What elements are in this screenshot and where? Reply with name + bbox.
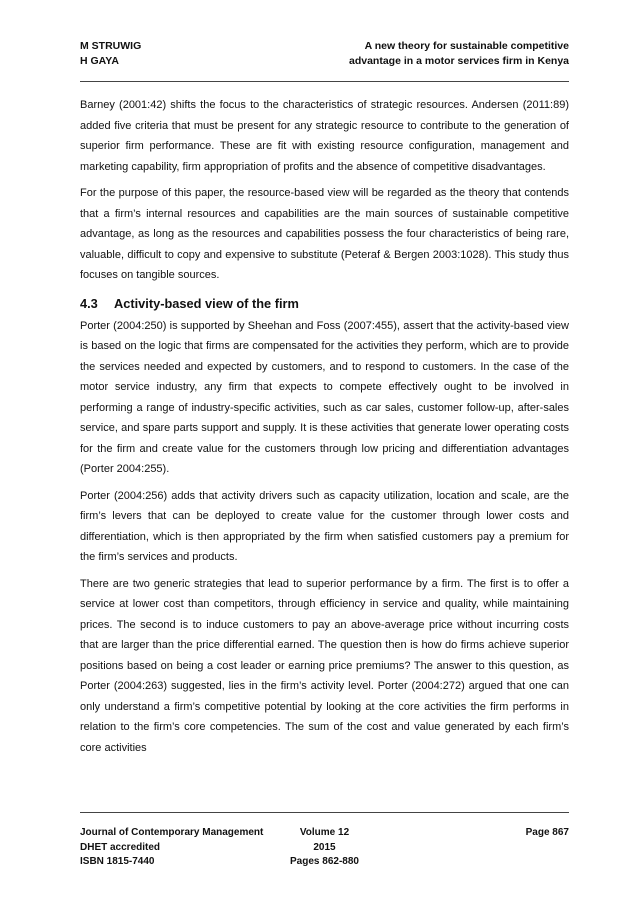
header-title [349,39,569,69]
page-body [80,95,569,764]
paragraph: Porter (2004:250) is supported by Sheehan and Foss (2007:455), assert that the activity-based view is based on the logic that firms are compensated for the activities they perform, which are to provide the services needed and expected by customers, and to respond to customers. In the case of the motor service industry, any firm that expects to compete effectively ought to be involved in performing a range of industry-specific activities, such as car sales, customer follow-up, after-sales service, and spare parts support and supply. It is these activities that generate lower operating costs for the firm and create value for the customers through low pricing and differentiation advantages (Porter 2004:255). [80,319,569,475]
footer-volume-line: 2015 [313,841,336,853]
footer-journal-line: DHET accredited [80,841,161,853]
footer-volume-line: Pages 862-880 [290,856,359,867]
paragraph: Porter (2004:256) adds that activity drivers such as capacity utilization, location and scale, are the firm’s levers that can be deployed to create value for the customer through lower costs and differentiation, which is then appropriated by the firm when satisfied customers pay a premium for the firm’s services and products. [80,489,569,563]
footer-divider [80,812,569,813]
paragraph: For the purpose of this paper, the resource-based view will be regarded as the theory that contends that a firm’s internal resources and capabilities are the main sources of sustainable competitive advantage, as long as the resources and capabilities possess the four characteristics of being rare, valuable, difficult to copy and expensive to substitute (Peteraf & Bergen 2003:1028). This study thus focuses on tangible sources. [80,187,569,281]
footer-volume-line: Volume 12 [299,827,350,838]
header-title-line: advantage in a motor services firm in Kenya [349,55,569,67]
section-heading [80,294,569,314]
page-header [80,39,569,81]
header-divider [80,81,569,82]
paragraph: There are two generic strategies that lead to superior performance by a firm. The first is to offer a service at lower cost than competitors, through efficiency in service and quality, while maintaining prices. The second is to induce customers to pay an above-average price without incurring costs that are larger than the price differential earned. The question then is how do firms achieve superior positions based on being a cost leader or earning price premiums? The answer to this question, as Porter (2004:263) suggested, lies in the firm’s activity level. Porter (2004:272) argued that one can only understand a firm’s competitive potential by looking at the core activities the firm performs in relation to the firm’s core competencies. The sum of the cost and value generated by each firm’s core activities [80,577,569,754]
header-author: H GAYA [80,55,119,67]
footer-volume [80,826,569,870]
header-authors [80,39,141,69]
paragraph: Barney (2001:42) shifts the focus to the characteristics of strategic resources. Andersen (2011:89) added five criteria that must be present for any strategic resource to contribute to the generation of superior firm performance. These are fit with existing resource configuration, management and marketing capability, firm appropriation of profits and the absence of competitive disadvantages. [80,99,569,173]
section-number: 4.3 [80,295,98,311]
header-author: M STRUWIG [80,40,142,52]
footer-journal-line: Journal of Contemporary Management [80,827,264,838]
section-title: Activity-based view of the firm [114,295,299,311]
footer-journal-line: ISBN 1815-7440 [80,856,155,867]
page-footer [80,826,569,874]
header-title-line: A new theory for sustainable competitive [364,40,569,52]
footer-page-number: Page 867 [525,827,569,838]
